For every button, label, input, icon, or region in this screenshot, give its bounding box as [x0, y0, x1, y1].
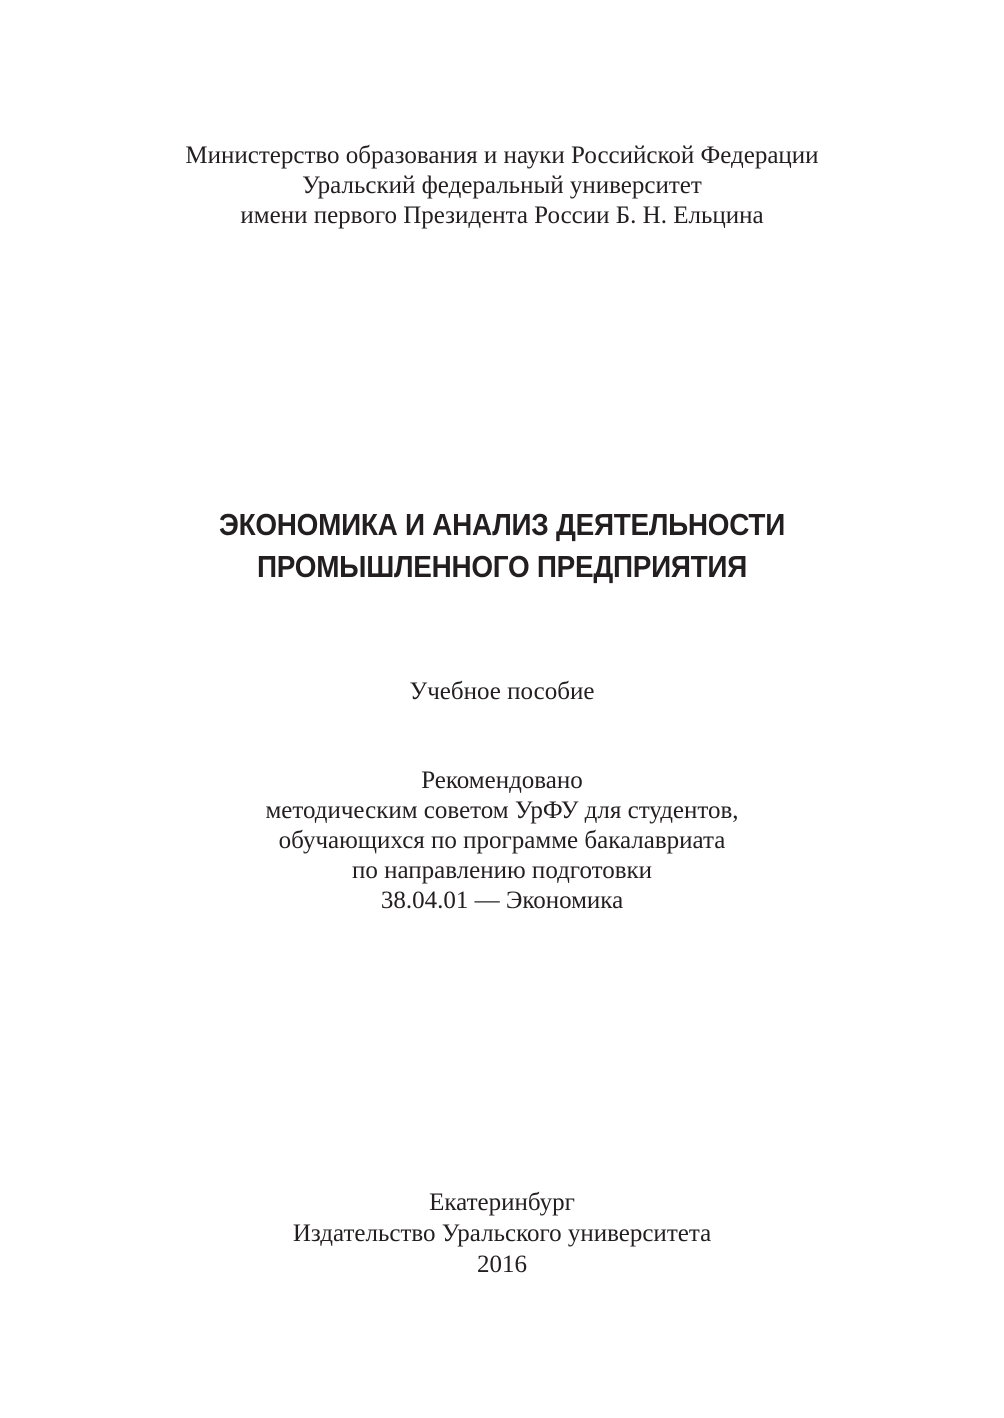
imprint-city: Екатеринбург — [429, 1189, 575, 1216]
imprint — [0, 1187, 1004, 1280]
book-title-line-2: ПРОМЫШЛЕННОГО ПРЕДПРИЯТИЯ — [257, 549, 747, 584]
imprint-year: 2016 — [477, 1251, 527, 1278]
recommendation-line-2: методическим советом УрФУ для студентов, — [265, 797, 739, 824]
recommendation-line-5: 38.04.01 — Экономика — [380, 887, 624, 914]
imprint-publisher: Издательство Уральского университета — [292, 1220, 712, 1247]
recommendation-line-1: Рекомендовано — [421, 767, 583, 794]
recommendation-block — [0, 766, 1004, 916]
recommendation-line-4: по направлению подготовки — [351, 857, 653, 884]
book-type-label: Учебное пособие — [409, 678, 595, 705]
university-name-line: имени первого Президента России Б. Н. Ельцина — [240, 202, 764, 229]
university-line: Уральский федеральный университет — [302, 172, 702, 199]
organization-header — [0, 141, 1004, 231]
recommendation-line-3: обучающихся по программе бакалавриата — [278, 827, 726, 854]
book-title — [50, 504, 954, 588]
book-title-line-1: ЭКОНОМИКА И АНАЛИЗ ДЕЯТЕЛЬНОСТИ — [219, 507, 785, 542]
ministry-line: Министерство образования и науки Российской Федерации — [185, 142, 819, 169]
book-type — [0, 677, 1004, 707]
